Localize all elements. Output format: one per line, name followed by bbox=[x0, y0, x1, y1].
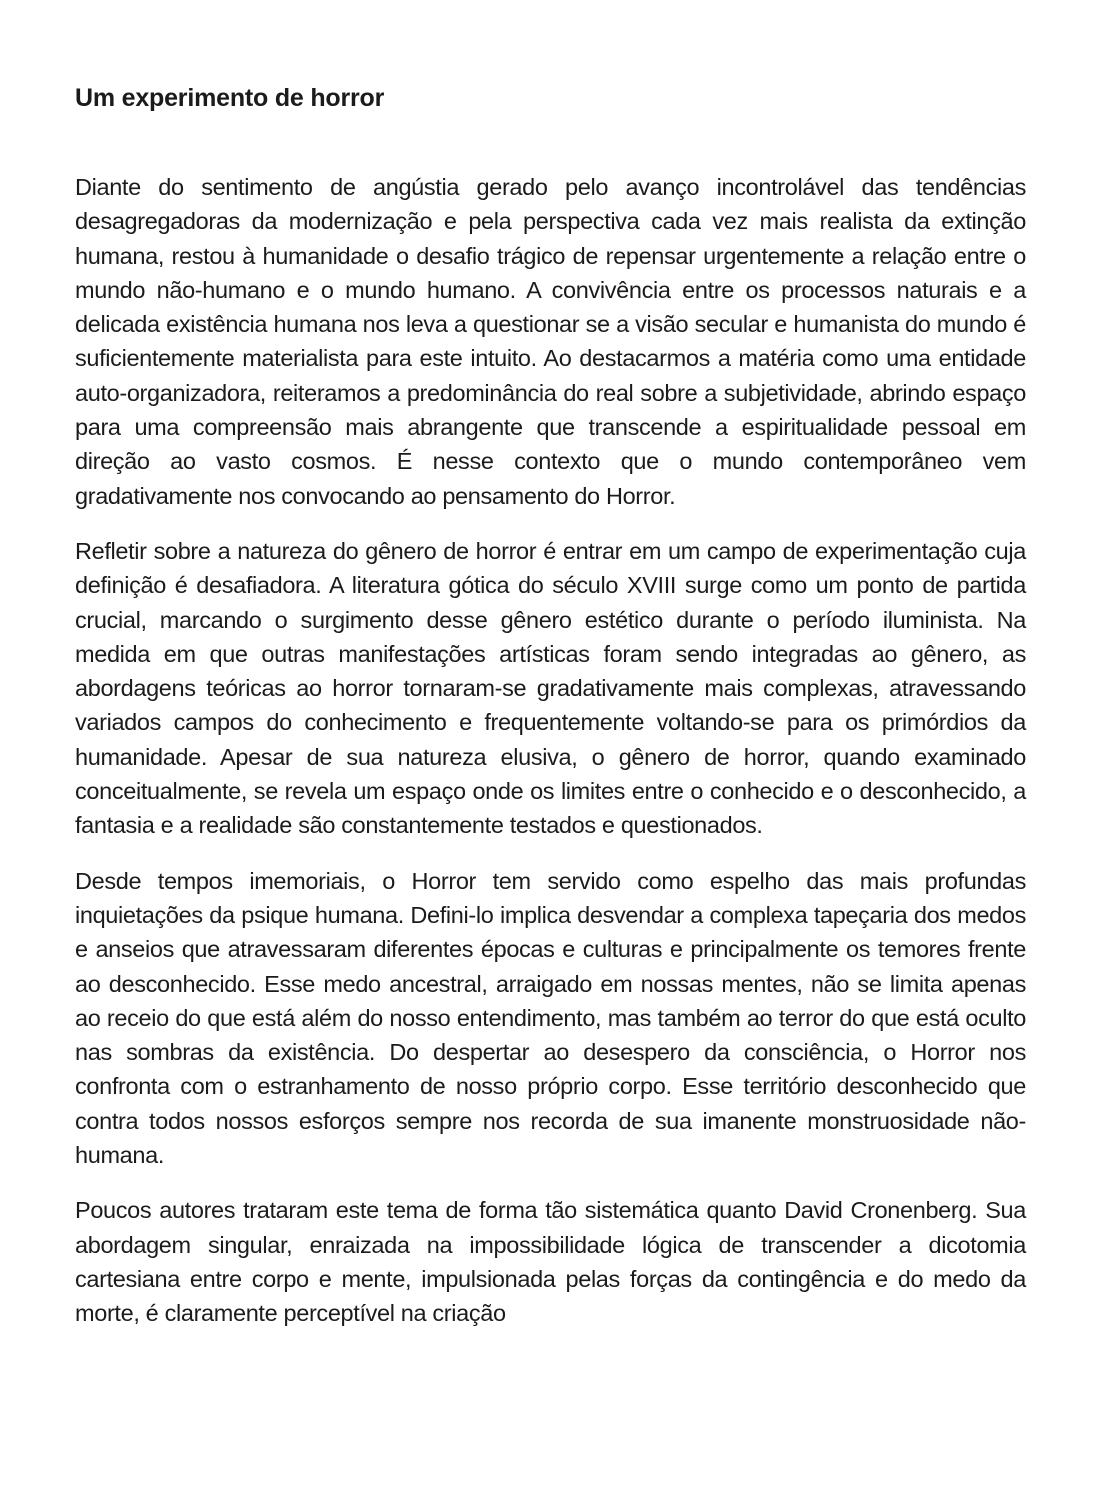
paragraph: Poucos autores trataram este tema de forma tão sistemática quanto David Cronenberg. Sua abordagem singular, enraizada na impossibilidade lógica de transcender a dicotomia cartesiana entre corpo e mente, impulsionada pelas forças da contingência e do medo da morte, é claramente perceptível na criação bbox=[75, 1197, 1026, 1327]
paragraph: Diante do sentimento de angústia gerado pelo avanço incontrolável das tendências desagregadoras da modernização e pela perspectiva cada vez mais realista da extinção humana, restou à humanidade o desafio trágico de repensar urgentemente a relação entre o mundo não-humano e o mundo humano. A convivência entre os processos naturais e a delicada existência humana nos leva a questionar se a visão secular e humanista do mundo é suficientemente materialista para este intuito. Ao destacarmos a matéria como uma entidade auto-organizadora, reiteramos a predominância do real sobre a subjetividade, abrindo espaço para uma compreensão mais abrangente que transcende a espiritualidade pessoal em direção ao vasto cosmos. É nesse contexto que o mundo contemporâneo vem gradativamente nos convocando ao pensamento do Horror. bbox=[75, 174, 1026, 509]
document-title-text: Um experimento de horror bbox=[75, 84, 385, 112]
paragraph: Refletir sobre a natureza do gênero de horror é entrar em um campo de experimentação cuja definição é desafiadora. A literatura gótica do século XVIII surge como um ponto de partida crucial, marcando o surgimento desse gênero estético durante o período iluminista. Na medida em que outras manifestações artísticas foram sendo integradas ao gênero, as abordagens teóricas ao horror tornaram-se gradativamente mais complexas, atravessando variados campos do conhecimento e frequentemente voltando-se para os primórdios da humanidade. Apesar de sua natureza elusiva, o gênero de horror, quando examinado conceitualmente, se revela um espaço onde os limites entre o conhecido e o desconhecido, a fantasia e a realidade são constantemente testados e questionados. bbox=[75, 537, 1026, 839]
document-title bbox=[75, 82, 1026, 114]
paragraph: Desde tempos imemoriais, o Horror tem servido como espelho das mais profundas inquietações da psique humana. Defini-lo implica desvendar a complexa tapeçaria dos medos e anseios que atravessaram diferentes épocas e culturas e principalmente os temores frente ao desconhecido. Esse medo ancestral, arraigado em nossas mentes, não se limita apenas ao receio do que está além do nosso entendimento, mas também ao terror do que está oculto nas sombras da existência. Do despertar ao desespero da consciência, o Horror nos confronta com o estranhamento de nosso próprio corpo. Esse território desconhecido que contra todos nossos esforços sempre nos recorda de sua imanente monstruosidade não-humana. bbox=[75, 867, 1026, 1169]
